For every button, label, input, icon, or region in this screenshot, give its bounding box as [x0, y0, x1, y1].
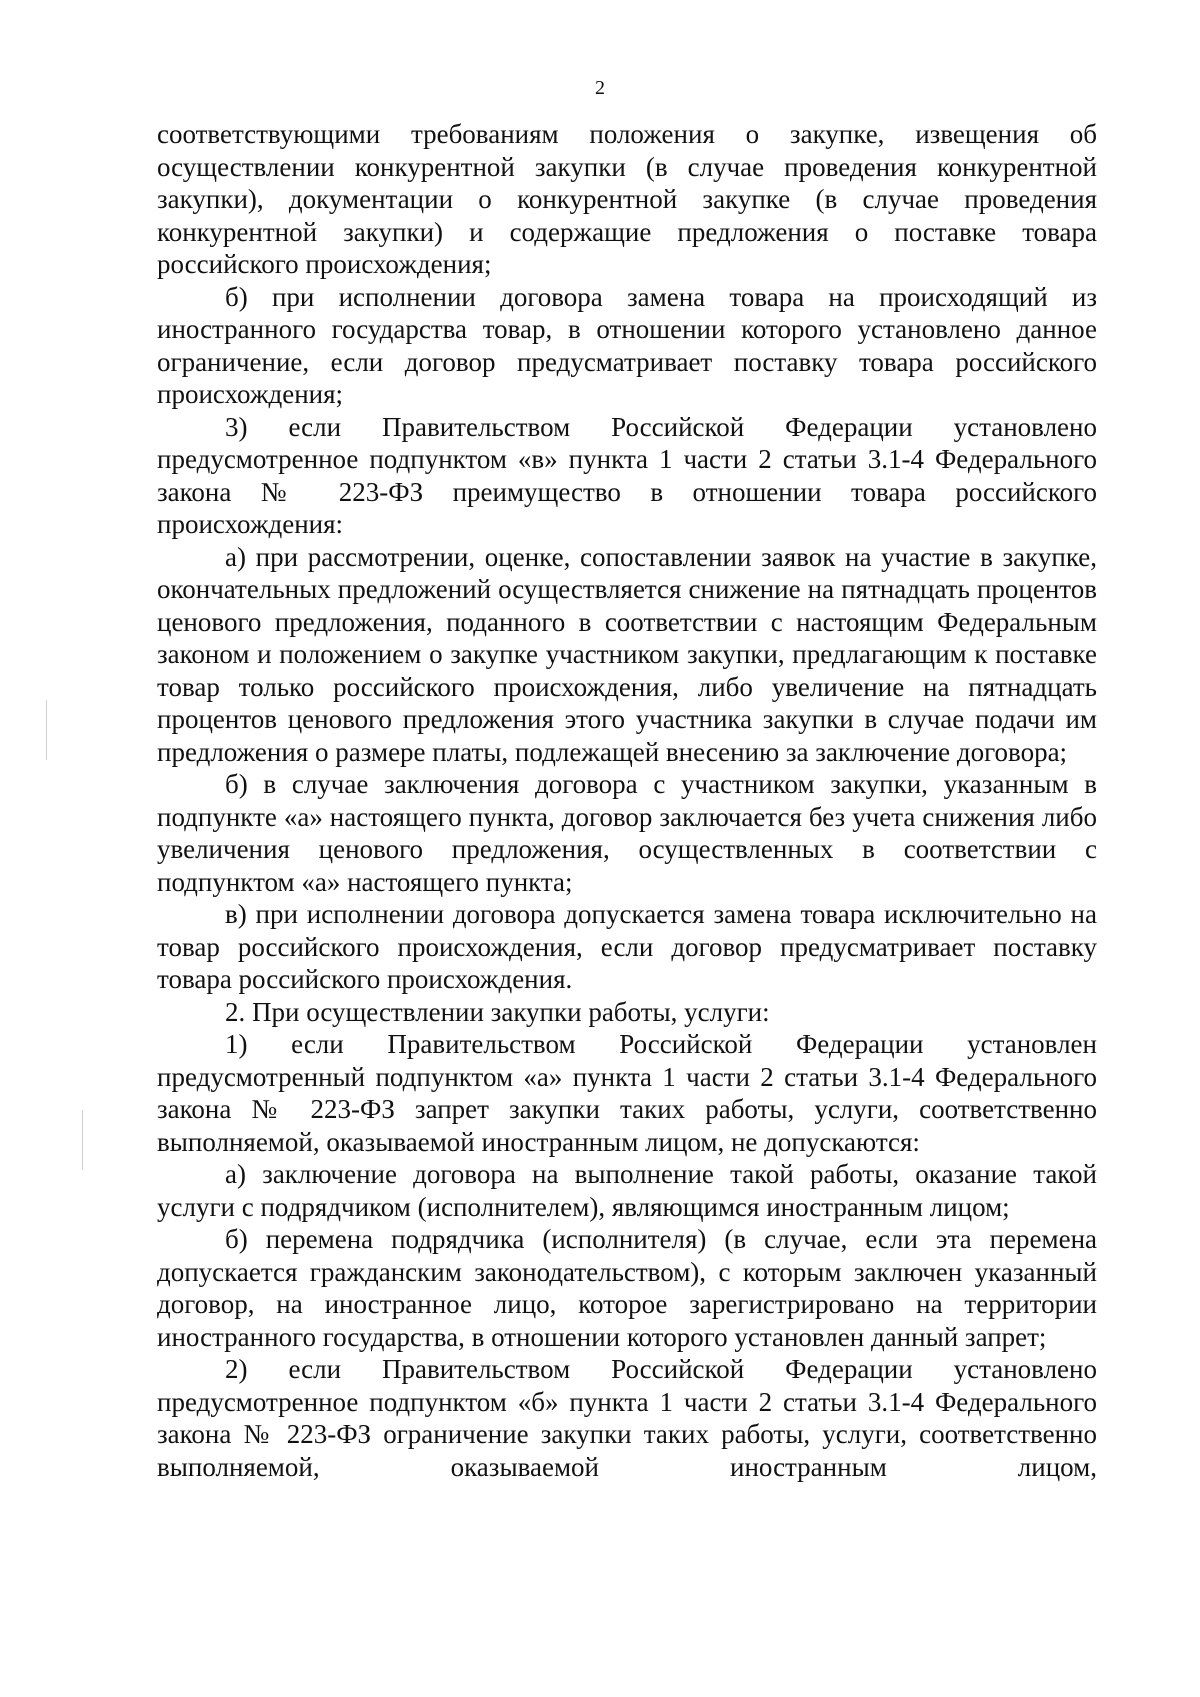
paragraph-a-price-reduction: а) при рассмотрении, оценке, сопоставлении заявок на участие в закупке, окончательных предложений осуществляется снижение на пятнадцать процентов ценового предложения, поданного в соответствии с настоящим Федеральным законом и положением о закупке участником закупки, предлагающим к поставке товар только российского происхождения, либо увеличение на пятнадцать процентов ценового предложения этого участника закупки в случае подачи им предложения о размере платы, подлежащей внесению за заключение договора;: [157, 541, 1097, 767]
scan-margin-mark: [82, 1110, 83, 1170]
paragraph-b-contractor-change: б) перемена подрядчика (исполнителя) (в случае, если эта перемена допускается гражданским законодательством), с которым заключен указанный договор, на иностранное лицо, которое зарегистрировано на территории иностранного государства, в отношении которого установлен данный запрет;: [157, 1224, 1097, 1352]
paragraph-b-contract-conclusion: б) в случае заключения договора с участником закупки, указанным в подпункте «а» настоящего пункта, договор заключается без учета снижения либо увеличения ценового предложения, осуществленных в соответствии с подпунктом «а» настоящего пункта;: [157, 769, 1097, 897]
scan-margin-mark: [46, 700, 47, 760]
paragraph-2-restriction: 2) если Правительством Российской Федерации установлено предусмотренное подпунктом «б» пункта 1 части 2 статьи 3.1-4 Федерального закона № 223-ФЗ ограничение закупки таких работы, услуги, соответственно выполняемой, оказываемой иностранным лицом,: [157, 1354, 1097, 1482]
paragraph-a-contract-foreign: а) заключение договора на выполнение такой работы, оказание такой услуги с подрядчиком (исполнителем), являющимся иностранным лицом;: [157, 1159, 1097, 1222]
paragraph-requirements: соответствующими требованиям положения о закупке, извещения об осуществлении конкурентной закупки (в случае проведения конкурентной закупки), документации о конкурентной закупке (в случае проведения конкурентной закупки) и содержащие предложения о поставке товара российского происхождения;: [157, 119, 1097, 279]
paragraph-1-prohibition: 1) если Правительством Российской Федерации установлен предусмотренный подпунктом «а» пункта 1 части 2 статьи 3.1-4 Федерального закона № 223-ФЗ запрет закупки таких работы, услуги, соответственно выполняемой, оказываемой иностранным лицом, не допускаются:: [157, 1029, 1097, 1157]
paragraph-v-goods-replacement: в) при исполнении договора допускается замена товара исключительно на товар российского происхождения, если договор предусматривает поставку товара российского происхождения.: [157, 899, 1097, 994]
document-body: [157, 118, 1097, 1483]
paragraph-3-preference: 3) если Правительством Российской Федерации установлено предусмотренное подпунктом «в» пункта 1 части 2 статьи 3.1-4 Федерального закона № 223-ФЗ преимущество в отношении товара российского происхождения:: [157, 411, 1097, 539]
paragraph-2-works-services: 2. При осуществлении закупки работы, услуги:: [225, 996, 770, 1027]
paragraph-b-replacement-goods: б) при исполнении договора замена товара на происходящий из иностранного государства товар, в отношении которого установлено данное ограничение, если договор предусматривает поставку товара российского происхождения;: [157, 281, 1097, 409]
page-number: 2: [595, 77, 605, 99]
